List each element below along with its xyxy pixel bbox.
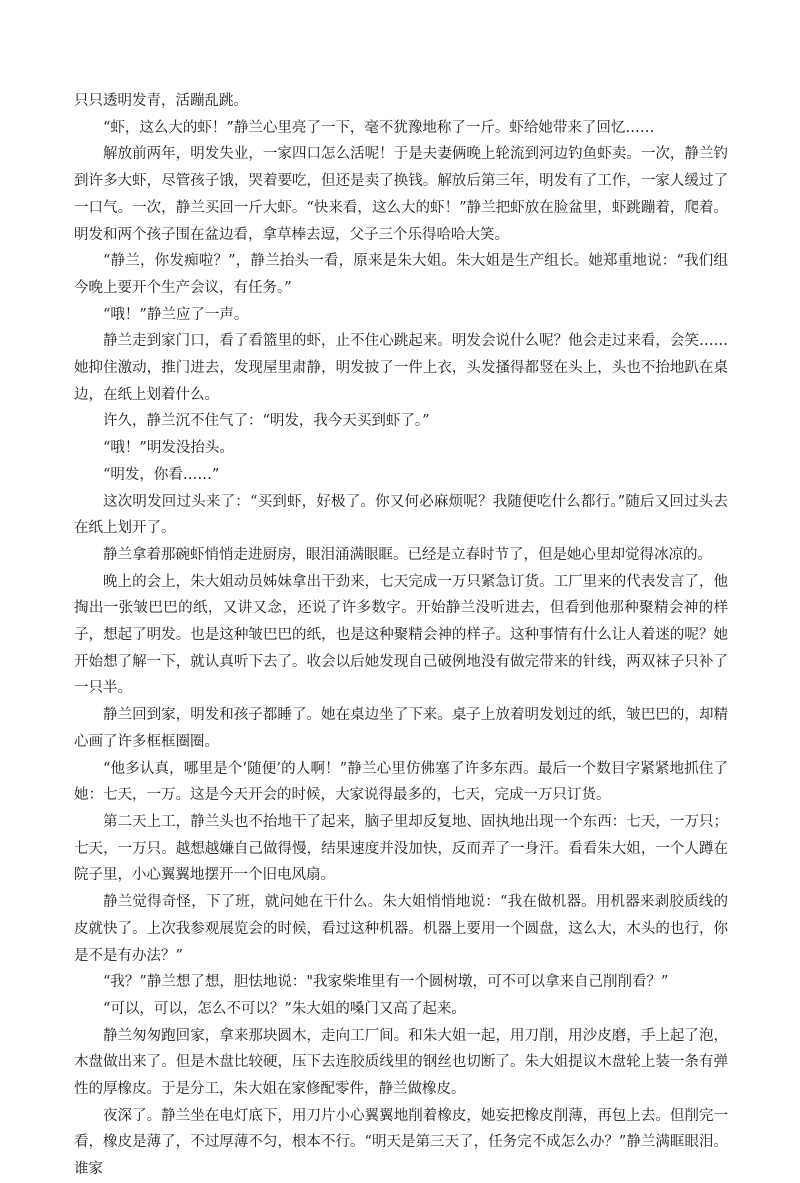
paragraph: 解放前两年，明发失业，一家四口怎么活呢！于是夫妻俩晚上轮流到河边钓鱼虾卖。一次，静兰钓到许多大虾，尽管孩子饿，哭着要吃，但还是卖了换钱。解放后第三年，明发有了工作，一家人缓过了一口气。一次，静兰买回一斤大虾。“快来看，这么大的虾！”静兰把虾放在脸盆里，虾跳蹦着，爬着。明发和两个孩子围在盆边看，拿草棒去逗，父子三个乐得哈哈大笑。 bbox=[74, 146, 728, 243]
paragraph: 这次明发回过头来了：“买到虾，好极了。你又何必麻烦呢？我随便吃什么都行。”随后又回过头去在纸上划开了。 bbox=[74, 493, 728, 537]
paragraph: “明发，你看……” bbox=[103, 466, 220, 483]
paragraph: 第二天上工，静兰头也不抬地干了起来，脑子里却反复地、固执地出现一个东西：七天，一万只；七天，一万只。越想越嫌自己做得慢，结果速度并没加快，反而弄了一身汗。看看朱大姐，一个人蹲在院子里，小心翼翼地摆开一个旧电风扇。 bbox=[74, 813, 728, 884]
paragraph: 许久，静兰沉不住气了：“明发，我今天买到虾了。” bbox=[103, 413, 430, 430]
paragraph: “哦！”明发没抬头。 bbox=[103, 440, 234, 457]
paragraph: 晚上的会上，朱大姐动员姊妹拿出干劲来，七天完成一万只紧急订货。工厂里来的代表发言了，他掏出一张皱巴巴的纸，又讲又念，还说了许多数字。开始静兰没听进去，但看到他那种聚精会神的样子，想起了明发。也是这种皱巴巴的纸，也是这种聚精会神的样子。这种事情有什么让人着迷的呢？她开始想了解一下，就认真听下去了。收会以后她发现自己破例地没有做完带来的针线，两双袜子只补了一只半。 bbox=[74, 573, 728, 697]
paragraph: “虾，这么大的虾！”静兰心里亮了一下，毫不犹豫地称了一斤。虾给她带来了回忆…… bbox=[103, 119, 655, 136]
paragraph: 只只透明发青，活蹦乱跳。 bbox=[74, 93, 248, 109]
paragraph: “我？”静兰想了想，胆怯地说："我家柴堆里有一个圆树墩，可不可以拿来自己削削看？” bbox=[103, 974, 669, 991]
paragraph: 静兰走到家门口，看了看篮里的虾，止不住心跳起来。明发会说什么呢？他会走过来看，会笑……她抑住激动，推门进去，发现屋里肃静，明发披了一件上衣，头发搔得都竖在头上，头也不抬地趴在桌边，在纸上划着什么。 bbox=[74, 333, 728, 403]
paragraph: 夜深了。静兰坐在电灯底下，用刀片小心翼翼地削着橡皮，她妄把橡皮削薄，再包上去。但削完一看，橡皮是薄了，不过厚薄不匀，根本不行。“明天是第三天了，任务完不成怎么办？”静兰满眶眼泪。谁家 bbox=[74, 1107, 728, 1178]
paragraph: 静兰回到家，明发和孩子都睡了。她在桌边坐了下来。桌子上放着明发划过的纸，皱巴巴的，却精心画了许多框框圈圈。 bbox=[74, 707, 728, 750]
paragraph: “可以，可以，怎么不可以？”朱大姐的嗓门又高了起来。 bbox=[103, 1000, 466, 1017]
paragraph: “静兰，你发痴啦？”，静兰抬头一看，原来是朱大姐。朱大姐是生产组长。她郑重地说：“我们组今晚上要开个生产会议，有任务。” bbox=[74, 253, 728, 296]
article-body bbox=[74, 88, 728, 1183]
paragraph: 静兰匆匆跑回家，拿来那块圆木，走向工厂间。和朱大姐一起，用刀削，用沙皮磨，手上起了泡，木盘做出来了。但是木盘比较硬，压下去连胶质线里的钢丝也切断了。朱大姐提议木盘轮上装一条有弹性的厚橡皮。于是分工，朱大姐在家修配零件，静兰做橡皮。 bbox=[74, 1027, 728, 1098]
paragraph: 静兰觉得奇怪，下了班，就问她在干什么。朱大姐悄悄地说：“我在做机器。用机器来剥胶质线的皮就快了。上次我参观展览会的时候，看过这种机器。机器上要用一个圆盘，这么大，木头的也行，你是不是有办法？” bbox=[74, 894, 728, 964]
paragraph: “他多认真，哪里是个‘随便’的人啊！”静兰心里仿佛塞了许多东西。最后一个数目字紧紧地抓住了她：七天，一万。这是今天开会的时候，大家说得最多的，七天，完成一万只订货。 bbox=[74, 760, 728, 804]
paragraph: 静兰拿着那碗虾悄悄走进厨房，眼泪涌满眼眶。已经是立春时节了，但是她心里却觉得冰凉的。 bbox=[103, 546, 712, 563]
paragraph: “哦！”静兰应了一声。 bbox=[103, 306, 249, 323]
